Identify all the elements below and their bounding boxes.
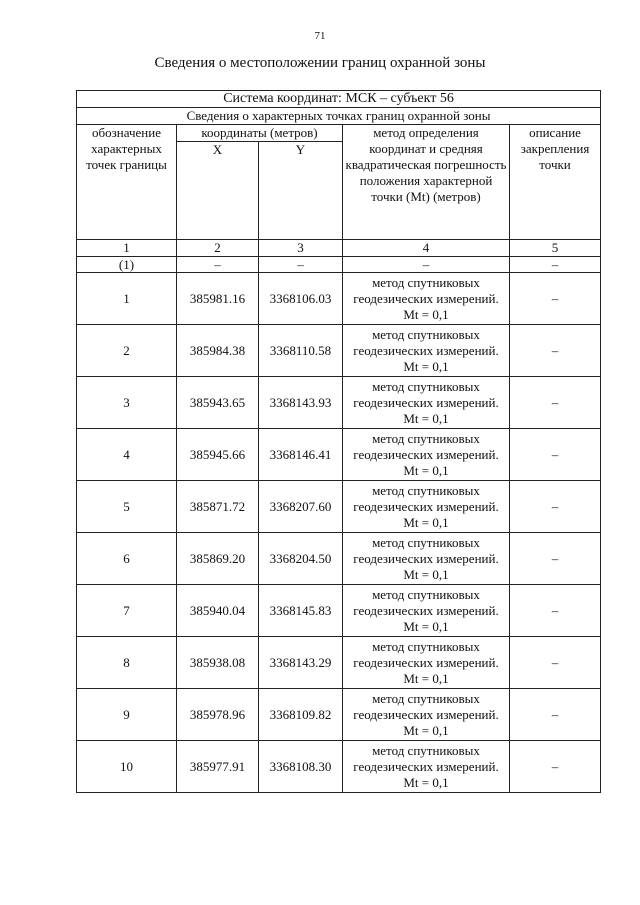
header-method: метод определения координат и средняя квадратическая погрешность положения характерной точки (Mt) (метров) [343, 125, 510, 240]
method-cell: метод спутниковых геодезических измерений. Mt = 0,1 [343, 481, 510, 533]
y-coordinate-cell: 3368145.83 [259, 585, 343, 637]
x-coordinate-cell: 385938.08 [177, 637, 259, 689]
contour-cell: – [510, 257, 601, 273]
contour-cell: (1) [77, 257, 177, 273]
description-cell: – [510, 429, 601, 481]
column-number: 3 [259, 240, 343, 257]
contour-cell: – [343, 257, 510, 273]
table-row [77, 533, 601, 585]
table-row [77, 741, 601, 793]
y-coordinate-cell: 3368108.30 [259, 741, 343, 793]
x-coordinate-cell: 385869.20 [177, 533, 259, 585]
y-coordinate-cell: 3368109.82 [259, 689, 343, 741]
method-cell: метод спутниковых геодезических измерений. Mt = 0,1 [343, 585, 510, 637]
header-description: описание закрепления точки [510, 125, 601, 240]
method-cell: метод спутниковых геодезических измерений. Mt = 0,1 [343, 689, 510, 741]
description-cell: – [510, 377, 601, 429]
table-row [77, 325, 601, 377]
coordinate-system-header: Система координат: МСК – субъект 56 [77, 91, 601, 108]
column-number: 5 [510, 240, 601, 257]
description-cell: – [510, 273, 601, 325]
x-coordinate-cell: 385940.04 [177, 585, 259, 637]
y-coordinate-cell: 3368143.93 [259, 377, 343, 429]
column-numbers-row [77, 240, 601, 257]
table-row [77, 689, 601, 741]
method-cell: метод спутниковых геодезических измерений. Mt = 0,1 [343, 637, 510, 689]
description-cell: – [510, 637, 601, 689]
document-title: Сведения о местоположении границ охранной зоны [154, 55, 486, 71]
description-cell: – [510, 481, 601, 533]
method-cell: метод спутниковых геодезических измерений. Mt = 0,1 [343, 533, 510, 585]
column-number: 2 [177, 240, 259, 257]
method-cell: метод спутниковых геодезических измерений. Mt = 0,1 [343, 377, 510, 429]
method-cell: метод спутниковых геодезических измерений. Mt = 0,1 [343, 741, 510, 793]
method-cell: метод спутниковых геодезических измерений. Mt = 0,1 [343, 273, 510, 325]
y-coordinate-cell: 3368106.03 [259, 273, 343, 325]
point-cell: 2 [77, 325, 177, 377]
table-row [77, 273, 601, 325]
header-x: X [177, 142, 259, 240]
method-cell: метод спутниковых геодезических измерений. Mt = 0,1 [343, 429, 510, 481]
description-cell: – [510, 533, 601, 585]
table-row [77, 637, 601, 689]
table-row [77, 377, 601, 429]
table-row [77, 481, 601, 533]
x-coordinate-cell: 385981.16 [177, 273, 259, 325]
x-coordinate-cell: 385871.72 [177, 481, 259, 533]
y-coordinate-cell: 3368207.60 [259, 481, 343, 533]
contour-row [77, 257, 601, 273]
x-coordinate-cell: 385977.91 [177, 741, 259, 793]
description-cell: – [510, 689, 601, 741]
description-cell: – [510, 325, 601, 377]
point-cell: 6 [77, 533, 177, 585]
method-cell: метод спутниковых геодезических измерений. Mt = 0,1 [343, 325, 510, 377]
column-number: 4 [343, 240, 510, 257]
x-coordinate-cell: 385978.96 [177, 689, 259, 741]
table-subtitle: Сведения о характерных точках границ охранной зоны [77, 108, 601, 125]
header-point-designation: обозначение характерных точек границы [77, 125, 177, 240]
description-cell: – [510, 585, 601, 637]
y-coordinate-cell: 3368146.41 [259, 429, 343, 481]
table-row [77, 429, 601, 481]
point-cell: 8 [77, 637, 177, 689]
point-cell: 3 [77, 377, 177, 429]
y-coordinate-cell: 3368204.50 [259, 533, 343, 585]
point-cell: 5 [77, 481, 177, 533]
contour-cell: – [177, 257, 259, 273]
point-cell: 7 [77, 585, 177, 637]
point-cell: 1 [77, 273, 177, 325]
y-coordinate-cell: 3368110.58 [259, 325, 343, 377]
header-coordinates: координаты (метров) [177, 125, 343, 142]
boundary-points-table [76, 90, 601, 793]
point-cell: 10 [77, 741, 177, 793]
x-coordinate-cell: 385943.65 [177, 377, 259, 429]
header-y: Y [259, 142, 343, 240]
description-cell: – [510, 741, 601, 793]
column-number: 1 [77, 240, 177, 257]
x-coordinate-cell: 385984.38 [177, 325, 259, 377]
point-cell: 4 [77, 429, 177, 481]
x-coordinate-cell: 385945.66 [177, 429, 259, 481]
table-row [77, 585, 601, 637]
page-number: 71 [314, 30, 326, 42]
y-coordinate-cell: 3368143.29 [259, 637, 343, 689]
point-cell: 9 [77, 689, 177, 741]
contour-cell: – [259, 257, 343, 273]
